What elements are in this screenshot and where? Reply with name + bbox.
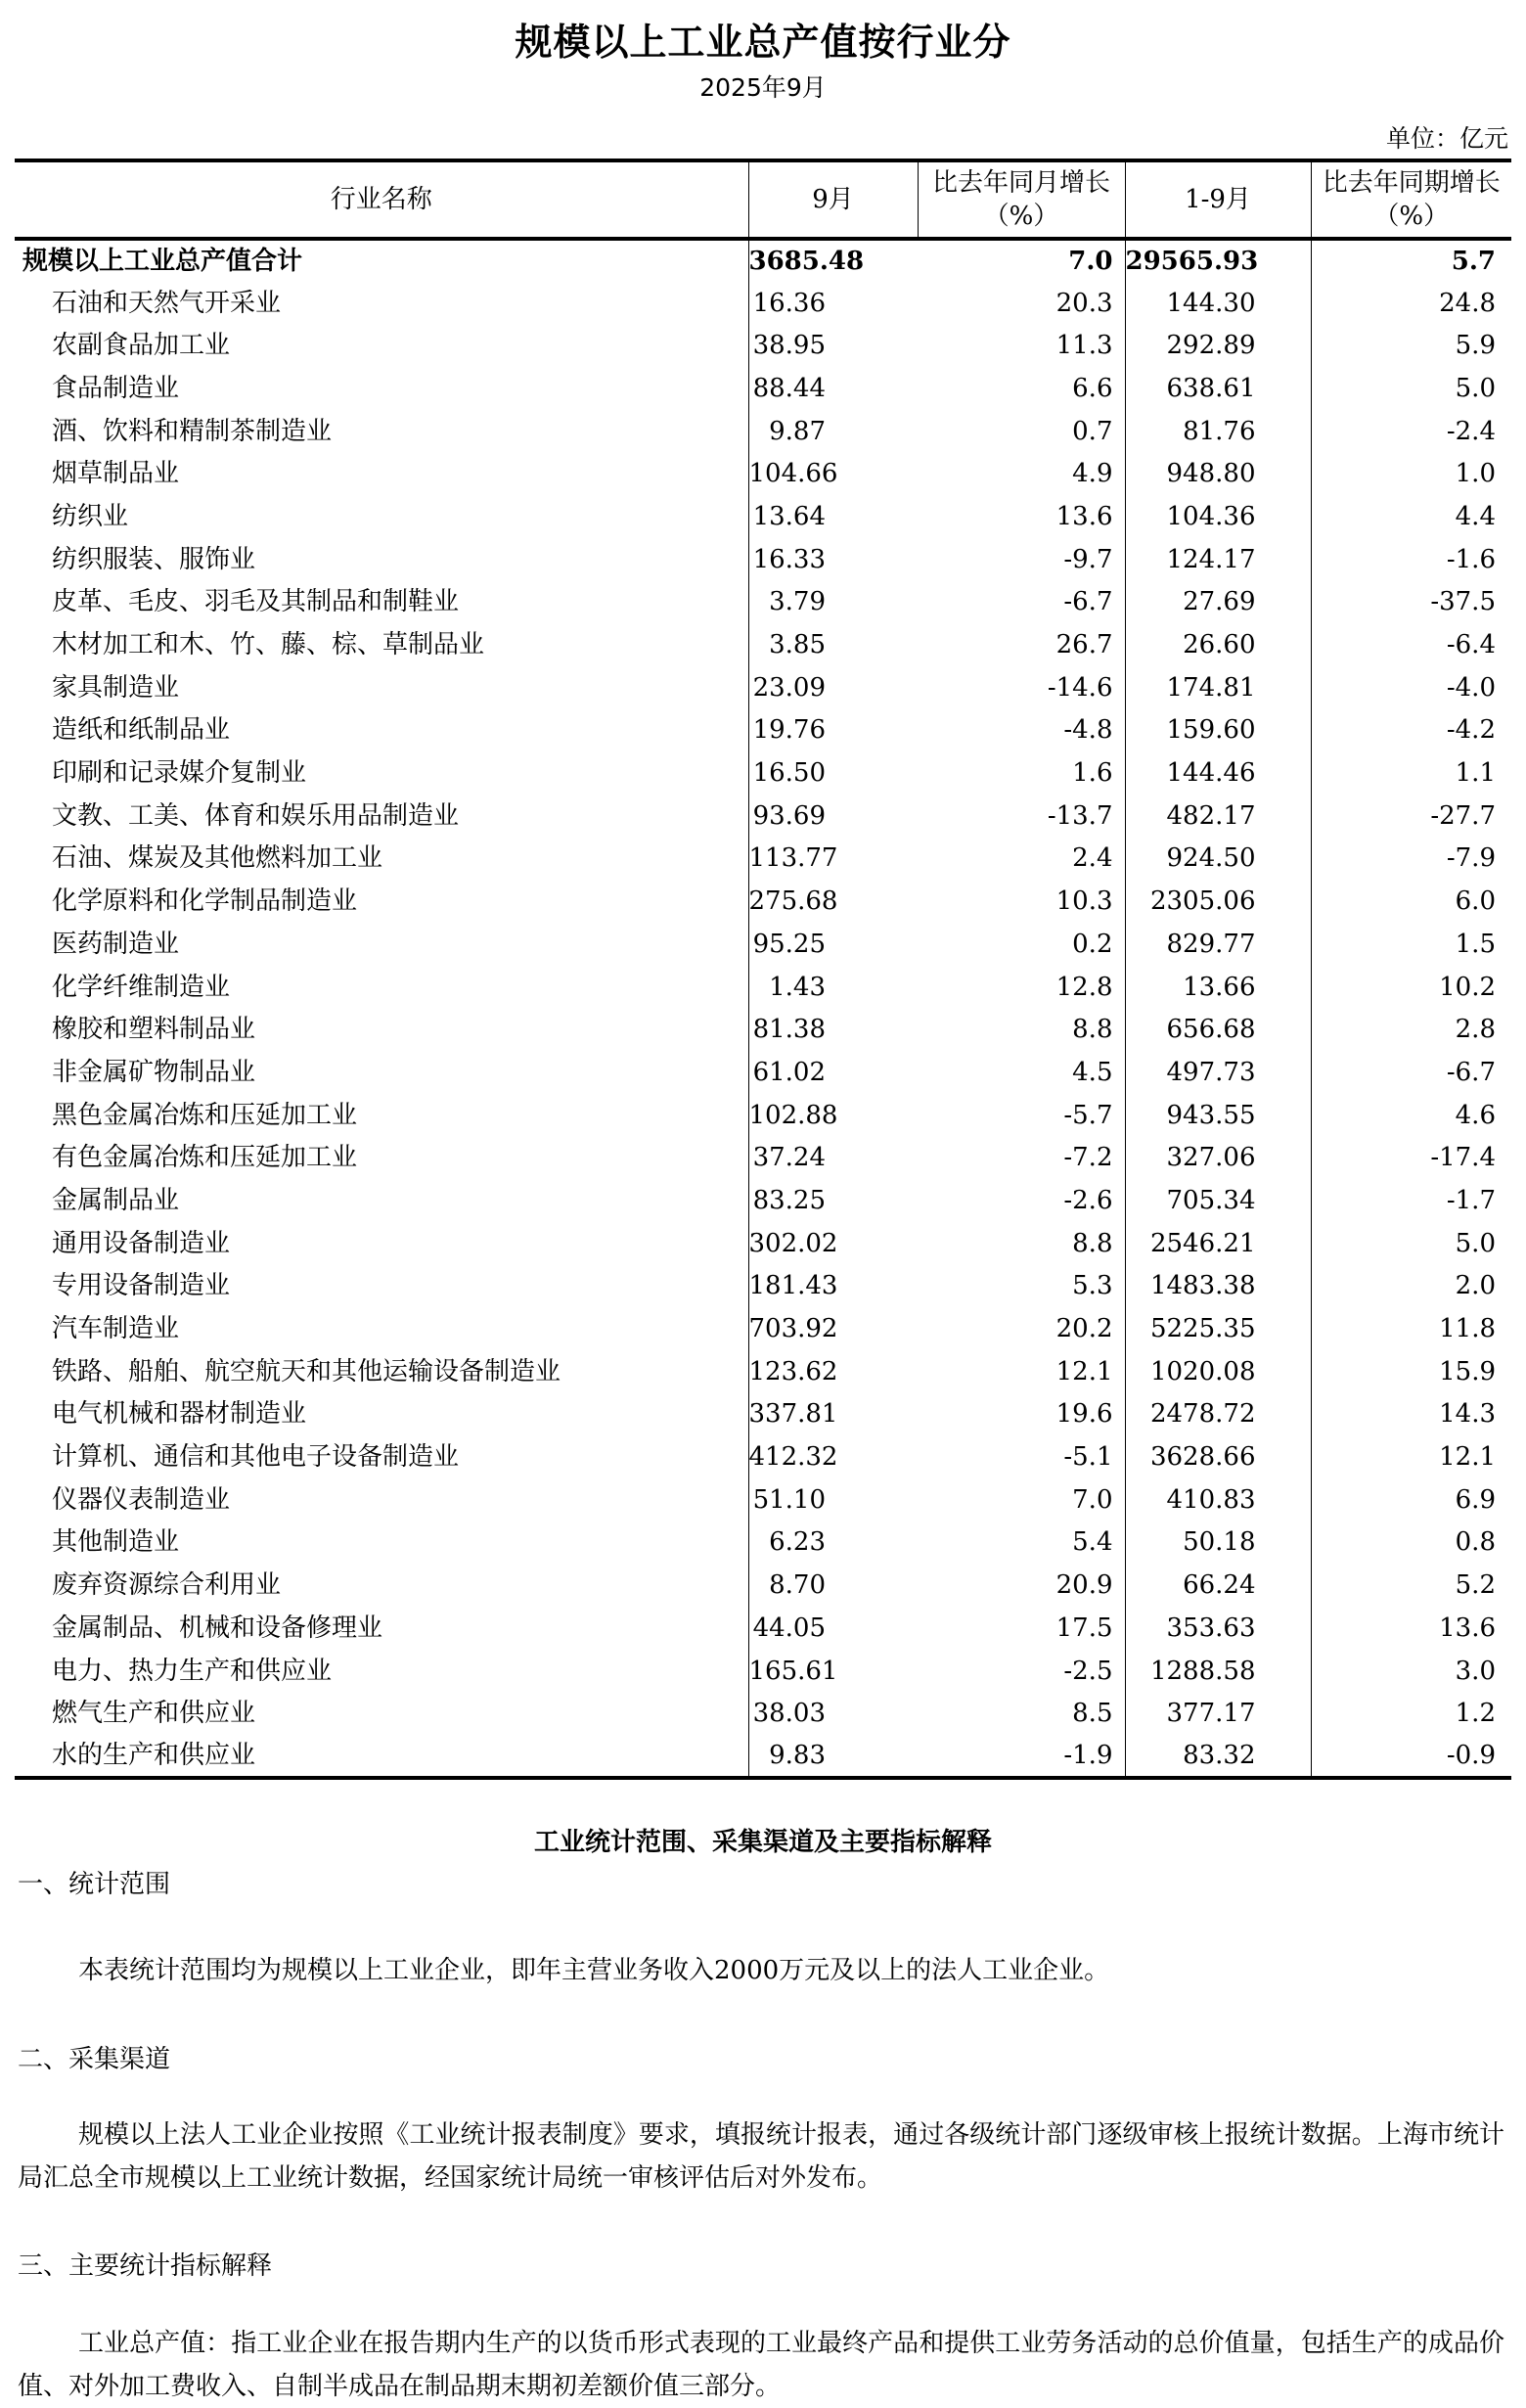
sep-value-cell: 1.43 [748, 966, 918, 1009]
ytd-yoy-cell: 5.2 [1311, 1564, 1511, 1607]
sep-value-cell: 38.03 [748, 1692, 918, 1735]
sep-value-cell: 16.50 [748, 751, 918, 795]
industry-name-cell: 木材加工和木、竹、藤、棕、草制品业 [52, 630, 485, 660]
sep-yoy-cell: -6.7 [1063, 587, 1113, 617]
sep-yoy-cell: -4.8 [1063, 715, 1113, 746]
ytd-yoy-cell: 4.4 [1311, 495, 1511, 538]
sep-value-cell: 703.92 [748, 1307, 918, 1350]
table-row [15, 923, 1511, 966]
industry-name-cell: 非金属矿物制品业 [52, 1057, 256, 1087]
table-row [15, 1393, 1511, 1436]
ytd-yoy-cell: -1.6 [1311, 538, 1511, 581]
ytd-yoy-cell: 5.0 [1311, 367, 1511, 410]
industry-name-cell: 烟草制品业 [52, 459, 180, 489]
ytd-yoy-cell: 1.2 [1311, 1692, 1511, 1735]
ytd-yoy-cell: 3.0 [1311, 1650, 1511, 1693]
table-row [15, 1094, 1511, 1137]
sep-value-cell: 104.66 [748, 452, 918, 495]
sep-yoy-cell: -5.1 [1063, 1442, 1113, 1473]
ytd-yoy-cell: 5.0 [1311, 1222, 1511, 1265]
ytd-value-cell: 2478.72 [1125, 1393, 1311, 1436]
ytd-yoy-cell: 1.0 [1311, 452, 1511, 495]
industry-name-cell: 黑色金属冶炼和压延加工业 [52, 1100, 358, 1130]
table-row [15, 1692, 1511, 1735]
ytd-value-cell: 482.17 [1125, 795, 1311, 838]
sep-value-cell: 102.88 [748, 1094, 918, 1137]
sep-value-cell: 9.87 [748, 410, 918, 453]
ytd-yoy-cell: -6.4 [1311, 623, 1511, 666]
ytd-yoy-cell: 14.3 [1311, 1393, 1511, 1436]
ytd-value-cell: 943.55 [1125, 1094, 1311, 1137]
table-row [15, 666, 1511, 709]
ytd-value-cell: 144.46 [1125, 751, 1311, 795]
table-row [15, 1522, 1511, 1565]
table-row [15, 751, 1511, 795]
table-row [15, 367, 1511, 410]
table-row [15, 1222, 1511, 1265]
industry-name-cell: 水的生产和供应业 [15, 1735, 748, 1778]
sep-value-cell: 83.25 [748, 1179, 918, 1222]
ytd-yoy-cell: 2.8 [1311, 1008, 1511, 1051]
ytd-yoy-cell: -2.4 [1311, 410, 1511, 453]
industry-name-cell: 文教、工美、体育和娱乐用品制造业 [52, 800, 460, 831]
report-period: 2025年9月 [699, 73, 827, 102]
sep-value-cell: 3.85 [748, 623, 918, 666]
ytd-value-cell: 66.24 [1125, 1564, 1311, 1607]
table-row [15, 1307, 1511, 1350]
sep-yoy-cell: 5.4 [1072, 1527, 1113, 1558]
industry-name-cell: 规模以上工业总产值合计 [22, 246, 303, 276]
table-row [15, 1435, 1511, 1478]
sep-yoy-cell: 4.9 [1072, 459, 1113, 489]
sep-value-cell: 412.32 [748, 1435, 918, 1478]
sep-yoy-cell: 0.7 [1072, 416, 1113, 446]
ytd-value-cell: 924.50 [1125, 838, 1311, 881]
table-row [15, 410, 1511, 453]
sep-yoy-cell: -2.6 [1063, 1185, 1113, 1215]
ytd-value-cell: 656.68 [1125, 1008, 1311, 1051]
sep-value-cell: 3.79 [748, 581, 918, 624]
col-header-ytd: 1-9月 [1125, 160, 1311, 239]
industry-name-cell: 医药制造业 [52, 929, 180, 959]
section-heading-scope: 一、统计范围 [18, 1870, 171, 1899]
sep-value-cell: 16.36 [748, 282, 918, 325]
sep-value-cell: 95.25 [748, 923, 918, 966]
ytd-value-cell: 144.30 [1125, 282, 1311, 325]
table-row [15, 538, 1511, 581]
industry-name-cell: 纺织业 [52, 501, 129, 531]
sep-yoy-cell: 4.5 [1072, 1057, 1113, 1087]
ytd-value-cell: 327.06 [1125, 1136, 1311, 1179]
sep-value-cell: 23.09 [748, 666, 918, 709]
ytd-value-cell: 159.60 [1125, 709, 1311, 752]
ytd-yoy-cell: -37.5 [1311, 581, 1511, 624]
sep-yoy-cell: 19.6 [1055, 1399, 1113, 1430]
industry-name-cell: 金属制品、机械和设备修理业 [52, 1613, 383, 1643]
table-row [15, 1650, 1511, 1693]
sep-yoy-cell: 20.9 [1055, 1570, 1113, 1601]
ytd-yoy-cell: 10.2 [1311, 966, 1511, 1009]
col-header-sep-yoy: 比去年同月增长（%） [918, 160, 1125, 239]
ytd-value-cell: 1483.38 [1125, 1265, 1311, 1308]
table-row [15, 1564, 1511, 1607]
table-row [15, 452, 1511, 495]
ytd-yoy-cell: -4.0 [1311, 666, 1511, 709]
ytd-value-cell: 26.60 [1125, 623, 1311, 666]
ytd-yoy-cell: 5.7 [1311, 239, 1511, 282]
ytd-yoy-cell: 12.1 [1311, 1435, 1511, 1478]
table-row [15, 1265, 1511, 1308]
industry-name-cell: 计算机、通信和其他电子设备制造业 [52, 1442, 460, 1473]
industry-name-cell: 金属制品业 [52, 1185, 180, 1215]
ytd-yoy-cell: 1.5 [1311, 923, 1511, 966]
industry-output-table [15, 159, 1511, 1780]
industry-name-cell: 农副食品加工业 [52, 331, 231, 361]
ytd-value-cell: 638.61 [1125, 367, 1311, 410]
sep-value-cell: 51.10 [748, 1478, 918, 1522]
table-row-total [15, 239, 1511, 282]
sep-value-cell: 19.76 [748, 709, 918, 752]
ytd-value-cell: 5225.35 [1125, 1307, 1311, 1350]
ytd-value-cell: 83.32 [1125, 1735, 1311, 1778]
industry-name-cell: 酒、饮料和精制茶制造业 [52, 416, 333, 446]
table-row [15, 324, 1511, 367]
sep-value-cell: 38.95 [748, 324, 918, 367]
industry-name-cell: 印刷和记录媒介复制业 [52, 758, 307, 789]
col-header-industry: 行业名称 [15, 160, 748, 239]
industry-name-cell: 纺织服装、服饰业 [52, 544, 256, 574]
industry-name-cell: 橡胶和塑料制品业 [52, 1015, 256, 1045]
ytd-value-cell: 2546.21 [1125, 1222, 1311, 1265]
notes-title: 工业统计范围、采集渠道及主要指标解释 [533, 1828, 992, 1857]
industry-name-cell: 化学纤维制造业 [52, 972, 231, 1002]
industry-name-cell: 有色金属冶炼和压延加工业 [52, 1143, 358, 1173]
table-row [15, 1179, 1511, 1222]
ytd-value-cell: 50.18 [1125, 1522, 1311, 1565]
industry-name-cell: 食品制造业 [52, 373, 180, 403]
table-row [15, 1350, 1511, 1393]
sep-yoy-cell: 7.0 [1072, 1484, 1113, 1515]
sep-yoy-cell: 7.0 [1068, 246, 1113, 276]
sep-yoy-cell: 8.8 [1072, 1015, 1113, 1045]
sep-value-cell: 44.05 [748, 1607, 918, 1650]
sep-yoy-cell: -5.7 [1063, 1100, 1113, 1130]
ytd-value-cell: 292.89 [1125, 324, 1311, 367]
ytd-yoy-cell: -6.7 [1311, 1051, 1511, 1094]
col-header-sep: 9月 [748, 160, 918, 239]
sep-yoy-cell: 12.1 [1055, 1356, 1113, 1386]
table-row [15, 581, 1511, 624]
sep-yoy-cell: 10.3 [1055, 886, 1113, 917]
table-row [15, 709, 1511, 752]
sep-yoy-cell: -14.6 [1047, 672, 1113, 703]
sep-yoy-cell: 11.3 [1055, 331, 1113, 361]
industry-name-cell: 造纸和纸制品业 [52, 715, 231, 746]
sep-yoy-cell: 17.5 [1055, 1613, 1113, 1643]
sep-yoy-cell: 6.6 [1072, 373, 1113, 403]
industry-name-cell: 石油和天然气开采业 [52, 288, 282, 318]
sep-yoy-cell: -13.7 [1047, 800, 1113, 831]
unit-label: 单位：亿元 [1385, 124, 1508, 153]
table-row [15, 795, 1511, 838]
sep-yoy-cell: -7.2 [1063, 1143, 1113, 1173]
ytd-value-cell: 353.63 [1125, 1607, 1311, 1650]
ytd-yoy-cell: 5.9 [1311, 324, 1511, 367]
section-heading-indicators: 三、主要统计指标解释 [18, 2251, 273, 2281]
sep-yoy-cell: 8.8 [1072, 1228, 1113, 1258]
industry-name-cell: 化学原料和化学制品制造业 [52, 886, 358, 917]
industry-name-cell: 电力、热力生产和供应业 [52, 1656, 333, 1686]
industry-name-cell: 燃气生产和供应业 [52, 1699, 256, 1729]
sep-yoy-cell: 1.6 [1072, 758, 1113, 789]
table-row [15, 1051, 1511, 1094]
ytd-value-cell: 377.17 [1125, 1692, 1311, 1735]
col-header-ytd-yoy: 比去年同期增长（%） [1311, 160, 1511, 239]
industry-name-cell: 石油、煤炭及其他燃料加工业 [52, 843, 383, 874]
ytd-yoy-cell: -17.4 [1311, 1136, 1511, 1179]
sep-value-cell: 93.69 [748, 795, 918, 838]
ytd-yoy-cell: 4.6 [1311, 1094, 1511, 1137]
ytd-value-cell: 948.80 [1125, 452, 1311, 495]
table-header-row [15, 160, 1511, 239]
sep-yoy-cell: -9.7 [1063, 544, 1113, 574]
section-paragraph-channel: 规模以上法人工业企业按照《工业统计报表制度》要求，填报统计报表，通过各级统计部门逐级审核上报统计数据。上海市统计局汇总全市规模以上工业统计数据，经国家统计局统一审核评估后对外发布。 [18, 2120, 1504, 2193]
ytd-yoy-cell: 6.9 [1311, 1478, 1511, 1522]
ytd-value-cell: 705.34 [1125, 1179, 1311, 1222]
sep-yoy-cell: 20.2 [1055, 1314, 1113, 1344]
sep-yoy-cell: -1.9 [918, 1735, 1125, 1778]
sep-value-cell: 37.24 [748, 1136, 918, 1179]
sep-value-cell: 123.62 [748, 1350, 918, 1393]
table-row [15, 1607, 1511, 1650]
table-row [15, 282, 1511, 325]
ytd-value-cell: 29565.93 [1125, 239, 1311, 282]
industry-name-cell: 电气机械和器材制造业 [52, 1399, 307, 1430]
ytd-yoy-cell: 1.1 [1311, 751, 1511, 795]
sep-yoy-cell: 5.3 [1072, 1271, 1113, 1301]
industry-name-cell: 皮革、毛皮、羽毛及其制品和制鞋业 [52, 587, 460, 617]
table-row [15, 880, 1511, 923]
section-heading-channel: 二、采集渠道 [18, 2045, 171, 2074]
industry-name-cell: 家具制造业 [52, 672, 180, 703]
sep-value-cell: 6.23 [748, 1522, 918, 1565]
ytd-value-cell: 829.77 [1125, 923, 1311, 966]
ytd-value-cell: 124.17 [1125, 538, 1311, 581]
industry-name-cell: 其他制造业 [52, 1527, 180, 1558]
ytd-value-cell: 497.73 [1125, 1051, 1311, 1094]
sep-yoy-cell: 20.3 [1055, 288, 1113, 318]
ytd-yoy-cell: -1.7 [1311, 1179, 1511, 1222]
ytd-yoy-cell: -4.2 [1311, 709, 1511, 752]
ytd-yoy-cell: 24.8 [1311, 282, 1511, 325]
ytd-value-cell: 13.66 [1125, 966, 1311, 1009]
ytd-value-cell: 3628.66 [1125, 1435, 1311, 1478]
sep-yoy-cell: 26.7 [1055, 630, 1113, 660]
industry-name-cell: 废弃资源综合利用业 [52, 1570, 282, 1601]
industry-name-cell: 通用设备制造业 [52, 1228, 231, 1258]
table-row [15, 966, 1511, 1009]
ytd-yoy-cell: 13.6 [1311, 1607, 1511, 1650]
sep-value-cell: 81.38 [748, 1008, 918, 1051]
table-row [15, 1735, 1511, 1778]
ytd-yoy-cell: 0.8 [1311, 1522, 1511, 1565]
sep-value-cell: 61.02 [748, 1051, 918, 1094]
ytd-yoy-cell: -7.9 [1311, 838, 1511, 881]
ytd-yoy-cell: -27.7 [1311, 795, 1511, 838]
ytd-value-cell: 81.76 [1125, 410, 1311, 453]
ytd-value-cell: 1020.08 [1125, 1350, 1311, 1393]
sep-value-cell: 88.44 [748, 367, 918, 410]
ytd-yoy-cell: 11.8 [1311, 1307, 1511, 1350]
sep-value-cell: 275.68 [748, 880, 918, 923]
industry-name-cell: 铁路、船舶、航空航天和其他运输设备制造业 [52, 1356, 561, 1386]
sep-yoy-cell: 8.5 [1072, 1699, 1113, 1729]
page-title: 规模以上工业总产值按行业分 [515, 21, 1011, 64]
table-row [15, 1478, 1511, 1522]
table-row [15, 1008, 1511, 1051]
sep-value-cell: 13.64 [748, 495, 918, 538]
table-row [15, 838, 1511, 881]
table-row [15, 1136, 1511, 1179]
industry-name-cell: 专用设备制造业 [52, 1271, 231, 1301]
sep-value-cell: 337.81 [748, 1393, 918, 1436]
ytd-value-cell: 410.83 [1125, 1478, 1311, 1522]
sep-value-cell: 9.83 [748, 1735, 918, 1778]
sep-yoy-cell: 13.6 [1055, 501, 1113, 531]
section-paragraph-scope: 本表统计范围均为规模以上工业企业，即年主营业务收入2000万元及以上的法人工业企业。 [78, 1956, 1110, 1985]
sep-value-cell: 16.33 [748, 538, 918, 581]
sep-yoy-cell: -2.5 [1063, 1656, 1113, 1686]
ytd-yoy-cell: -0.9 [1311, 1735, 1511, 1778]
industry-name-cell: 仪器仪表制造业 [52, 1484, 231, 1515]
sep-value-cell: 8.70 [748, 1564, 918, 1607]
table-row [15, 495, 1511, 538]
sep-yoy-cell: 12.8 [1055, 972, 1113, 1002]
industry-name-cell: 汽车制造业 [52, 1314, 180, 1344]
sep-value-cell: 113.77 [748, 838, 918, 881]
sep-yoy-cell: 0.2 [1072, 929, 1113, 959]
sep-value-cell: 302.02 [748, 1222, 918, 1265]
sep-value-cell: 3685.48 [748, 239, 918, 282]
ytd-value-cell: 27.69 [1125, 581, 1311, 624]
ytd-value-cell: 174.81 [1125, 666, 1311, 709]
ytd-value-cell: 1288.58 [1125, 1650, 1311, 1693]
ytd-value-cell: 2305.06 [1125, 880, 1311, 923]
table-row [15, 623, 1511, 666]
sep-value-cell: 181.43 [748, 1265, 918, 1308]
ytd-yoy-cell: 6.0 [1311, 880, 1511, 923]
ytd-value-cell: 104.36 [1125, 495, 1311, 538]
section-paragraph-indicators: 工业总产值：指工业企业在报告期内生产的以货币形式表现的工业最终产品和提供工业劳务活动的总价值量，包括生产的成品价值、对外加工费收入、自制半成品在制品期末期初差额价值三部分。 [18, 2329, 1504, 2401]
ytd-yoy-cell: 2.0 [1311, 1265, 1511, 1308]
sep-yoy-cell: 2.4 [1072, 843, 1113, 874]
ytd-yoy-cell: 15.9 [1311, 1350, 1511, 1393]
sep-value-cell: 165.61 [748, 1650, 918, 1693]
